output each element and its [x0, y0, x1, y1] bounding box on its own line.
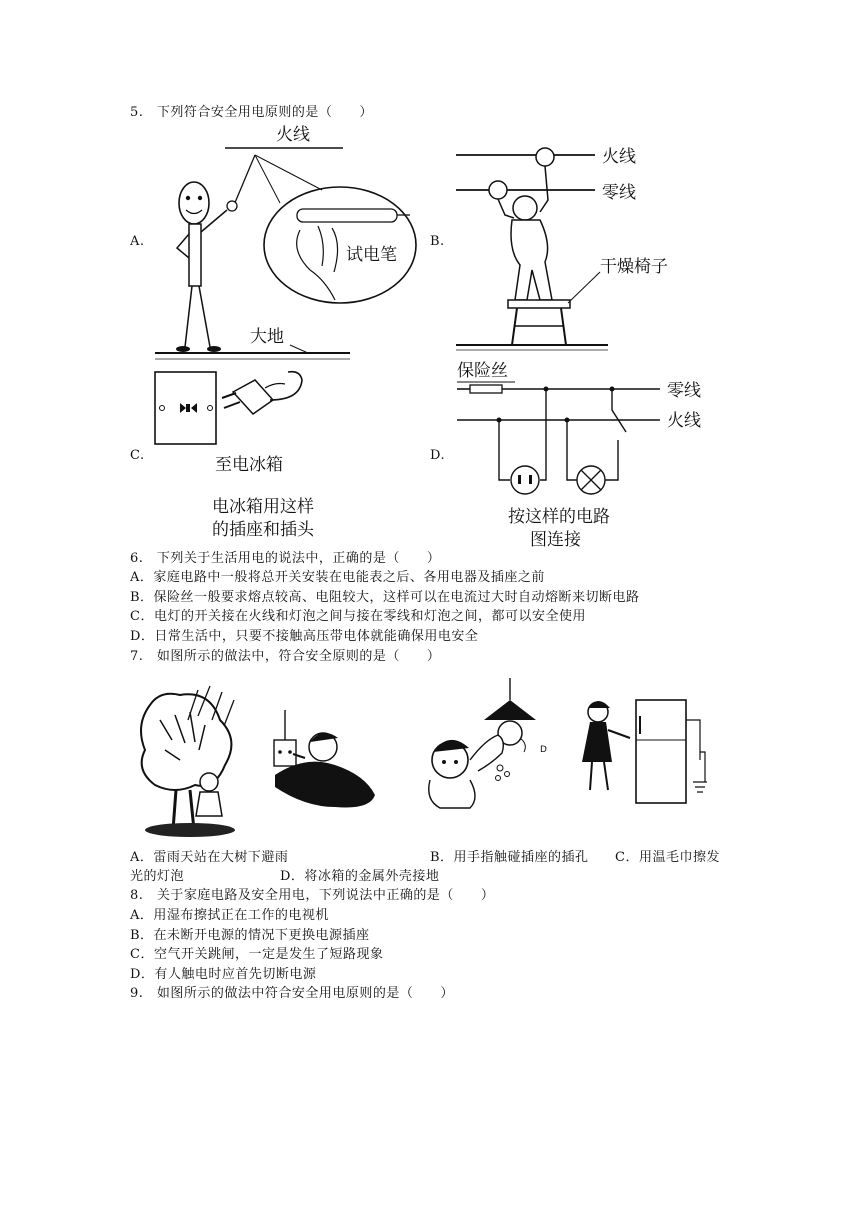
q8-option-c: C．空气开关跳闸，一定是发生了短路现象 — [130, 947, 384, 962]
q6-option-b: B．保险丝一般要求熔点较高、电阻较大，这样可以在电流过大时自动熔断来切断电路 — [130, 590, 640, 605]
q6-option-c: C．电灯的开关接在火线和灯泡之间与接在零线和灯泡之间，都可以安全使用 — [130, 609, 586, 624]
q8-option-d: D．有人触电时应首先切断电源 — [130, 967, 317, 982]
q8-option-a: A．用湿布擦拭正在工作的电视机 — [130, 908, 329, 923]
q7-option-c-cont: 光的灯泡 — [130, 869, 185, 884]
q6-option-a: A．家庭电路中一般将总开关安装在电能表之后、各用电器及插座之前 — [130, 570, 545, 585]
q7-stem: 7. 如图所示的做法中，符合安全原则的是（ ） — [130, 649, 441, 664]
fig-b-chair-label: 干燥椅子 — [600, 257, 668, 277]
q5-option-a-label: A. — [130, 234, 145, 249]
q9-stem: 9. 如图所示的做法中符合安全用电原则的是（ ） — [130, 986, 454, 1001]
fig-d-caption-line2: 图连接 — [530, 530, 581, 550]
q7-option-b: B．用手指触碰插座的插孔 — [430, 850, 589, 865]
q5-option-b-label: B. — [430, 234, 445, 249]
fig-a-live-label: 火线 — [276, 125, 310, 145]
svg-text:D: D — [540, 745, 547, 755]
q7-option-d: D．将冰箱的金属外壳接地 — [280, 869, 440, 884]
q7-option-c: C．用温毛巾擦发 — [615, 850, 720, 865]
q6-option-d: D．日常生活中，只要不接触高压带电体就能确保用电安全 — [130, 629, 479, 644]
fig-d-fuse-label: 保险丝 — [457, 361, 508, 381]
fig-c-caption-line2: 的插座和插头 — [212, 520, 314, 540]
q5-option-c-label: C. — [130, 448, 145, 463]
fig-c-caption-line1: 电冰箱用这样 — [212, 497, 314, 517]
q7-option-a: A．雷雨天站在大树下避雨 — [130, 850, 289, 865]
fig-b-neutral-label: 零线 — [602, 183, 636, 203]
q8-stem: 8. 关于家庭电路及安全用电，下列说法中正确的是（ ） — [130, 888, 495, 903]
fig-d-neutral-label: 零线 — [667, 381, 701, 401]
q8-option-b: B．在未断开电源的情况下更换电源插座 — [130, 928, 370, 943]
fig-d-caption-line1: 按这样的电路 — [508, 507, 610, 527]
q5-stem: 5. 下列符合安全用电原则的是（ ） — [130, 105, 373, 120]
q5-option-d-label: D. — [430, 448, 446, 463]
fig-b-live-label: 火线 — [602, 147, 636, 167]
fig-a-ground-label: 大地 — [250, 327, 284, 347]
q6-stem: 6. 下列关于生活用电的说法中，正确的是（ ） — [130, 551, 441, 566]
fig-a-pen-label: 试电笔 — [346, 245, 397, 265]
fig-c-fridge-label: 至电冰箱 — [215, 455, 283, 475]
fig-d-live-label: 火线 — [667, 411, 701, 431]
